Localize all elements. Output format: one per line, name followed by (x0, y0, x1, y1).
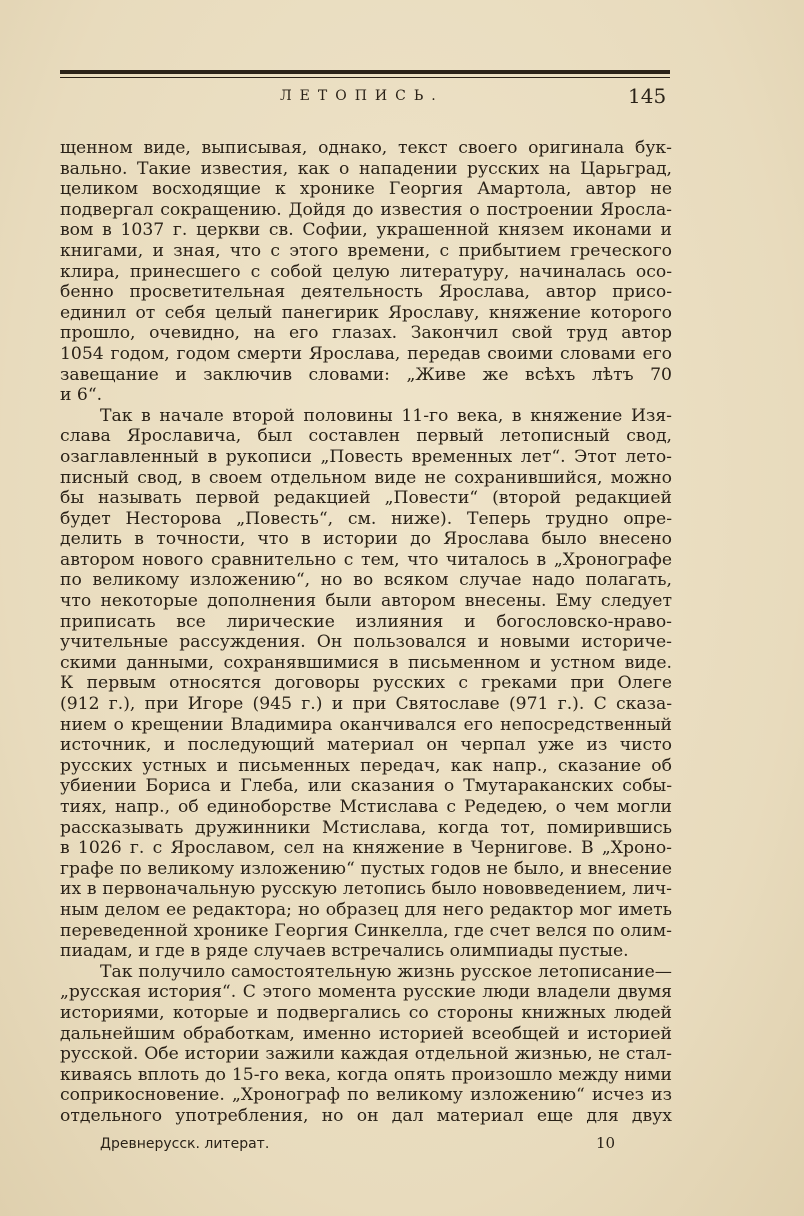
text-line: писный свод, в своем отдельном виде не сохранившийся, можно (60, 467, 672, 488)
page-number: 145 (628, 84, 667, 108)
text-line: 1054 годом, годом смерти Ярослава, передав своими словами его (60, 343, 672, 364)
text-line: русских устных и письменных передач, как напр., сказание об (60, 755, 672, 776)
header-rule-thin (60, 77, 670, 78)
text-line: нием о крещении Владимира оканчивался его непосредственный (60, 714, 672, 735)
text-line: дальнейшим обработкам, именно историей всеобщей и историей (60, 1023, 672, 1044)
text-line: вально. Такие известия, как о нападении русских на Царьград, (60, 158, 672, 179)
text-line: бенно просветительная деятельность Ярослава, автор присо- (60, 282, 672, 303)
text-line: переведенной хронике Георгия Синкелла, где счет велся по олим- (60, 920, 672, 941)
text-line: в 1026 г. с Ярославом, сел на княжение в Чернигове. В „Хроно- (60, 838, 672, 859)
text-line: русской. Обе истории зажили каждая отдельной жизнью, не стал- (60, 1044, 672, 1065)
text-line: клира, принесшего с собой целую литературу, начиналась осо- (60, 261, 672, 282)
text-line: соприкосновение. „Хронограф по великому изложению“ исчез из (60, 1085, 672, 1106)
text-line: пиадам, и где в ряде случаев встречались олимпиады пустые. (60, 941, 629, 962)
text-line: рассказывать дружинники Мстислава, когда тот, помирившись (60, 817, 672, 838)
text-line: Так получило самостоятельную жизнь русское летописание— (100, 961, 672, 982)
text-line: Так в начале второй половины 11-го века, в княжение Изя- (100, 405, 672, 426)
text-line: графе по великому изложению“ пустых годов не было, и внесение (60, 858, 672, 879)
text-line: ным делом ее редактора; но образец для него редактор мог иметь (60, 899, 672, 920)
text-line: вом в 1037 г. церкви св. Софии, украшенной князем иконами и (60, 220, 672, 241)
text-line: целиком восходящие к хронике Георгия Амартола, автор не (60, 179, 672, 200)
text-line: и 6“. (60, 385, 103, 406)
text-line: источник, и последующий материал он черпал уже из чисто (60, 735, 672, 756)
text-line: по великому изложению“, но во всяком случае надо полагать, (60, 570, 672, 591)
text-line: щенном виде, выписывая, однако, текст своего оригинала бук- (60, 138, 672, 158)
text-line: что некоторые дополнения были автором внесены. Ему следует (60, 591, 672, 612)
body-text (60, 138, 672, 1127)
text-line: прошло, очевидно, на его глазах. Закончил свой труд автор (60, 323, 672, 344)
text-line: их в первоначальную русскую летопись было нововведением, лич- (60, 879, 672, 900)
text-line: автором нового сравнительно с тем, что читалось в „Хронографе (60, 549, 672, 570)
text-line: отдельного употребления, но он дал материал еще для двух (60, 1105, 672, 1126)
text-line: озаглавленный в рукописи „Повесть временных лет“. Этот лето- (60, 446, 672, 467)
text-line: слава Ярославича, был составлен первый летописный свод, (60, 426, 672, 447)
footer-book-title: Древнерусск. литерат. (100, 1136, 270, 1152)
running-head: ЛЕТОПИСЬ. (280, 88, 444, 104)
text-line: единил от себя целый панегирик Ярославу, княжение которого (60, 302, 672, 323)
text-line: приписать все лирические излияния и богословско-нраво- (60, 611, 672, 632)
text-line: книгами, и зная, что с этого времени, с прибытием греческого (60, 240, 672, 261)
text-line: учительные рассуждения. Он пользовался и новыми историче- (60, 632, 672, 653)
text-line: тиях, напр., об единоборстве Мстислава с Редедею, о чем могли (60, 797, 672, 817)
text-line: подвергал сокращению. Дойдя до известия о построении Яросла- (60, 199, 672, 220)
text-line: историями, которые и подвергались со стороны книжных людей (60, 1002, 672, 1023)
text-line: „русская история“. С этого момента русские люди владели двумя (60, 982, 672, 1003)
text-line: будет Несторова „Повесть“, см. ниже). Теперь трудно опре- (60, 508, 672, 529)
text-line: делить в точности, что в истории до Ярослава было внесено (60, 529, 672, 550)
text-line: скими данными, сохранявшимися в письменном и устном виде. (60, 652, 672, 673)
text-line: К первым относятся договоры русских с греками при Олеге (60, 673, 672, 694)
footer-signature-number: 10 (596, 1134, 616, 1152)
text-line: киваясь вплоть до 15-го века, когда опять произошло между ними (60, 1064, 672, 1085)
text-line: (912 г.), при Игоре (945 г.) и при Святославе (971 г.). С сказа- (60, 694, 672, 715)
text-line: убиении Бориса и Глеба, или сказания о Тмутараканских собы- (60, 776, 672, 797)
text-line: завещание и заключив словами: „Живе же всѣхъ лѣтъ 70 (60, 364, 672, 385)
text-line: бы называть первой редакцией „Повести“ (второй редакцией (60, 488, 672, 509)
header-rule-thick (60, 70, 670, 74)
